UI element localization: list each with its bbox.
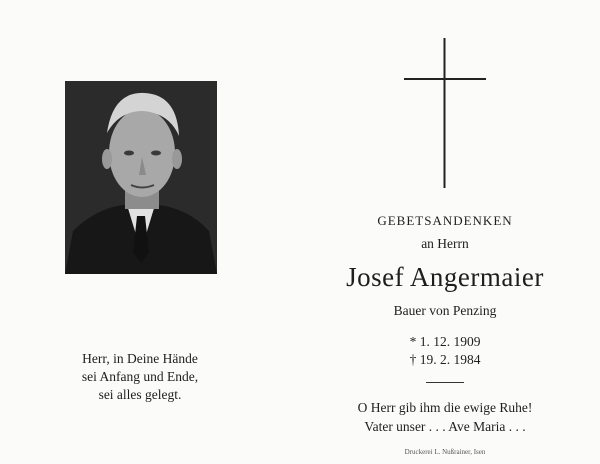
portrait-image (65, 81, 217, 274)
verse-line-3: sei alles gelegt. (98, 387, 182, 402)
deceased-name: Josef Angermaier (346, 262, 544, 292)
printer-credit: Druckerei L. Nußrainer, Isen (404, 448, 486, 456)
salutation: an Herrn (421, 236, 469, 251)
divider (426, 382, 464, 383)
death-date: † 19. 2. 1984 (409, 352, 481, 367)
cross-icon (404, 38, 486, 188)
verse-line-1: Herr, in Deine Hände (82, 351, 198, 366)
verse-text (40, 350, 240, 404)
prayer-line-2: Vater unser . . . Ave Maria . . . (364, 419, 526, 434)
birth-date: * 1. 12. 1909 (409, 334, 481, 349)
memorial-heading: GEBETSANDENKEN (377, 213, 513, 228)
prayer-line-1: O Herr gib ihm die ewige Ruhe! (357, 400, 533, 415)
life-dates (330, 333, 560, 369)
portrait-photo (65, 81, 217, 274)
verse-line-2: sei Anfang und Ende, (81, 369, 199, 384)
prayer-text (330, 398, 560, 436)
occupation: Bauer von Penzing (393, 303, 497, 318)
